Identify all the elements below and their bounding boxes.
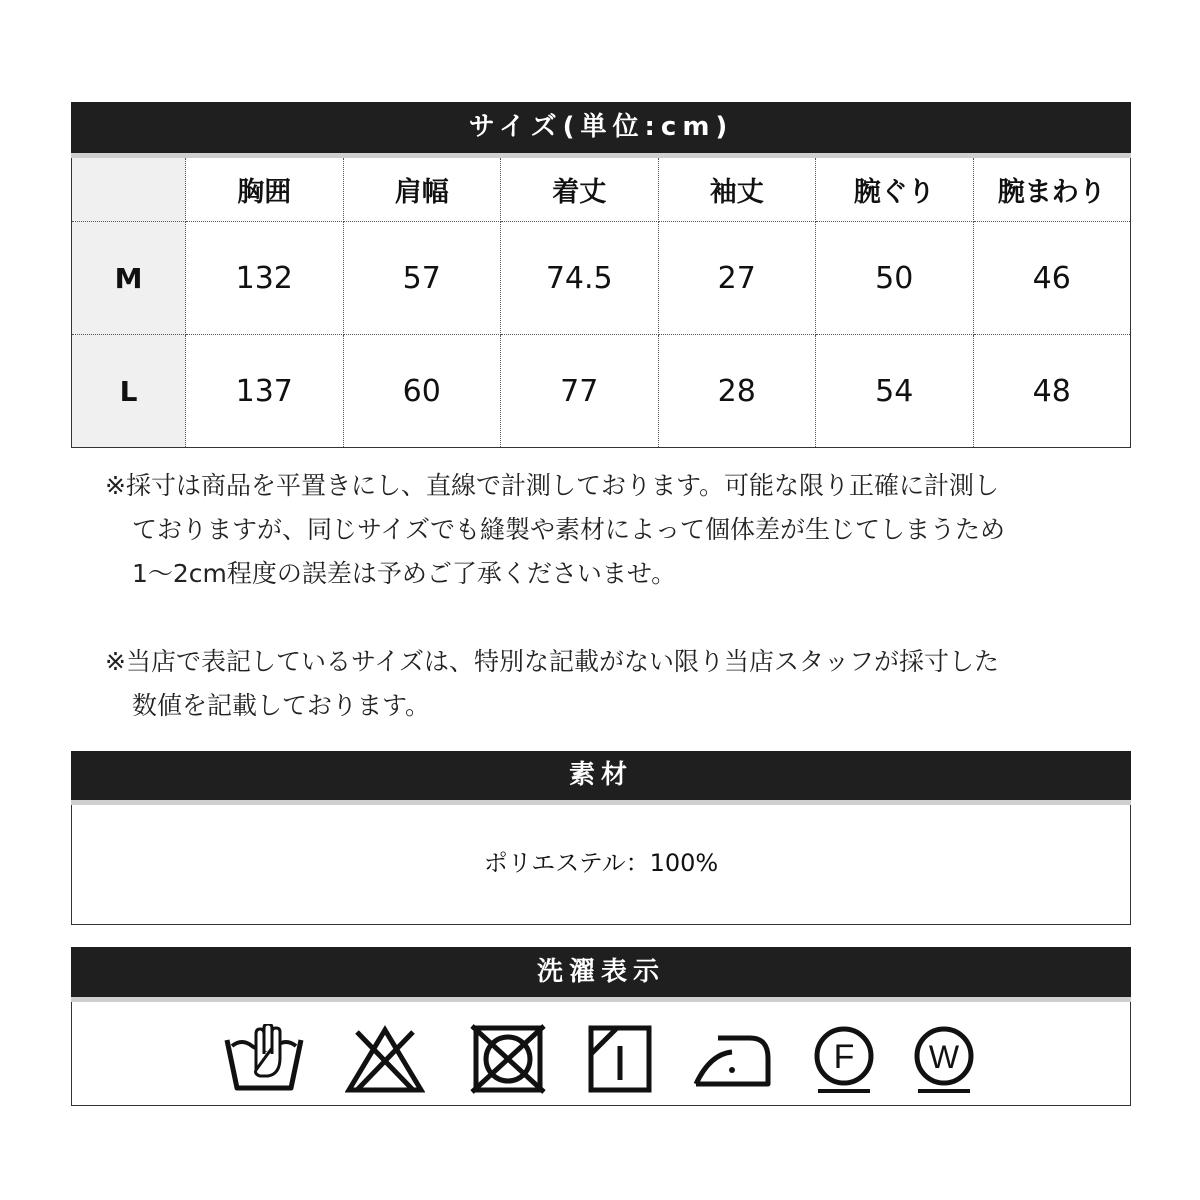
column-header: 胸囲: [186, 158, 344, 222]
line-dry-shade-icon: [587, 1024, 653, 1094]
wet-clean-w-icon: [912, 1024, 976, 1094]
table-cell: 27: [658, 222, 816, 335]
table-cell: 137: [186, 335, 344, 448]
table-cell: 28: [658, 335, 816, 448]
column-header: 腕ぐり: [816, 158, 974, 222]
column-header: 肩幅: [343, 158, 501, 222]
material-text: ポリエステル：100%: [483, 849, 719, 877]
column-header: 袖丈: [658, 158, 816, 222]
table-cell: 77: [501, 335, 659, 448]
table-cell: 46: [973, 222, 1131, 335]
table-cell: 132: [186, 222, 344, 335]
material-section: [71, 751, 1131, 925]
note-line: 1〜2cm程度の誤差は予めご了承くださいませ。: [132, 559, 677, 588]
table-cell: 50: [816, 222, 974, 335]
table-cell: 74.5: [501, 222, 659, 335]
material-header: 素材: [71, 751, 1131, 805]
note-line: ※当店で表記しているサイズは、特別な記載がない限り当店スタッフが採寸した: [105, 647, 999, 676]
care-header: 洗濯表示: [71, 947, 1131, 1002]
no-tumble-dry-icon: [470, 1024, 546, 1094]
size-section: [71, 102, 1131, 448]
size-table-header-row: [72, 158, 1131, 222]
wet-clean-letter: W: [928, 1039, 960, 1075]
corner-cell: [72, 158, 186, 222]
size-table: [71, 158, 1131, 448]
size-notation-note: [105, 640, 1115, 728]
table-cell: 54: [816, 335, 974, 448]
iron-low-icon: [692, 1024, 772, 1094]
table-cell: 57: [343, 222, 501, 335]
table-row: [72, 335, 1131, 448]
material-box: [71, 805, 1131, 925]
note-line: ※採寸は商品を平置きにし、直線で計測しております。可能な限り正確に計測し: [105, 471, 999, 500]
dry-clean-f-icon: [812, 1024, 876, 1094]
care-icons-box: [71, 1002, 1131, 1106]
no-bleach-icon: [345, 1024, 425, 1094]
size-header: サイズ(単位:cm): [71, 102, 1131, 158]
measurement-note: [105, 464, 1115, 596]
table-cell: 48: [1032, 373, 1071, 409]
hand-wash-icon: [224, 1024, 304, 1094]
dry-clean-letter: F: [833, 1038, 855, 1076]
row-size-label: L: [72, 335, 186, 448]
column-header: 腕まわり: [973, 158, 1131, 222]
table-cell: 60: [343, 335, 501, 448]
note-line: ておりますが、同じサイズでも縫製や素材によって個体差が生じてしまうため: [132, 515, 1006, 544]
note-line: 数値を記載しております。: [132, 691, 431, 720]
row-size-label: M: [72, 222, 186, 335]
care-section: [71, 947, 1131, 1106]
column-header: 着丈: [501, 158, 659, 222]
table-row: [72, 222, 1131, 335]
